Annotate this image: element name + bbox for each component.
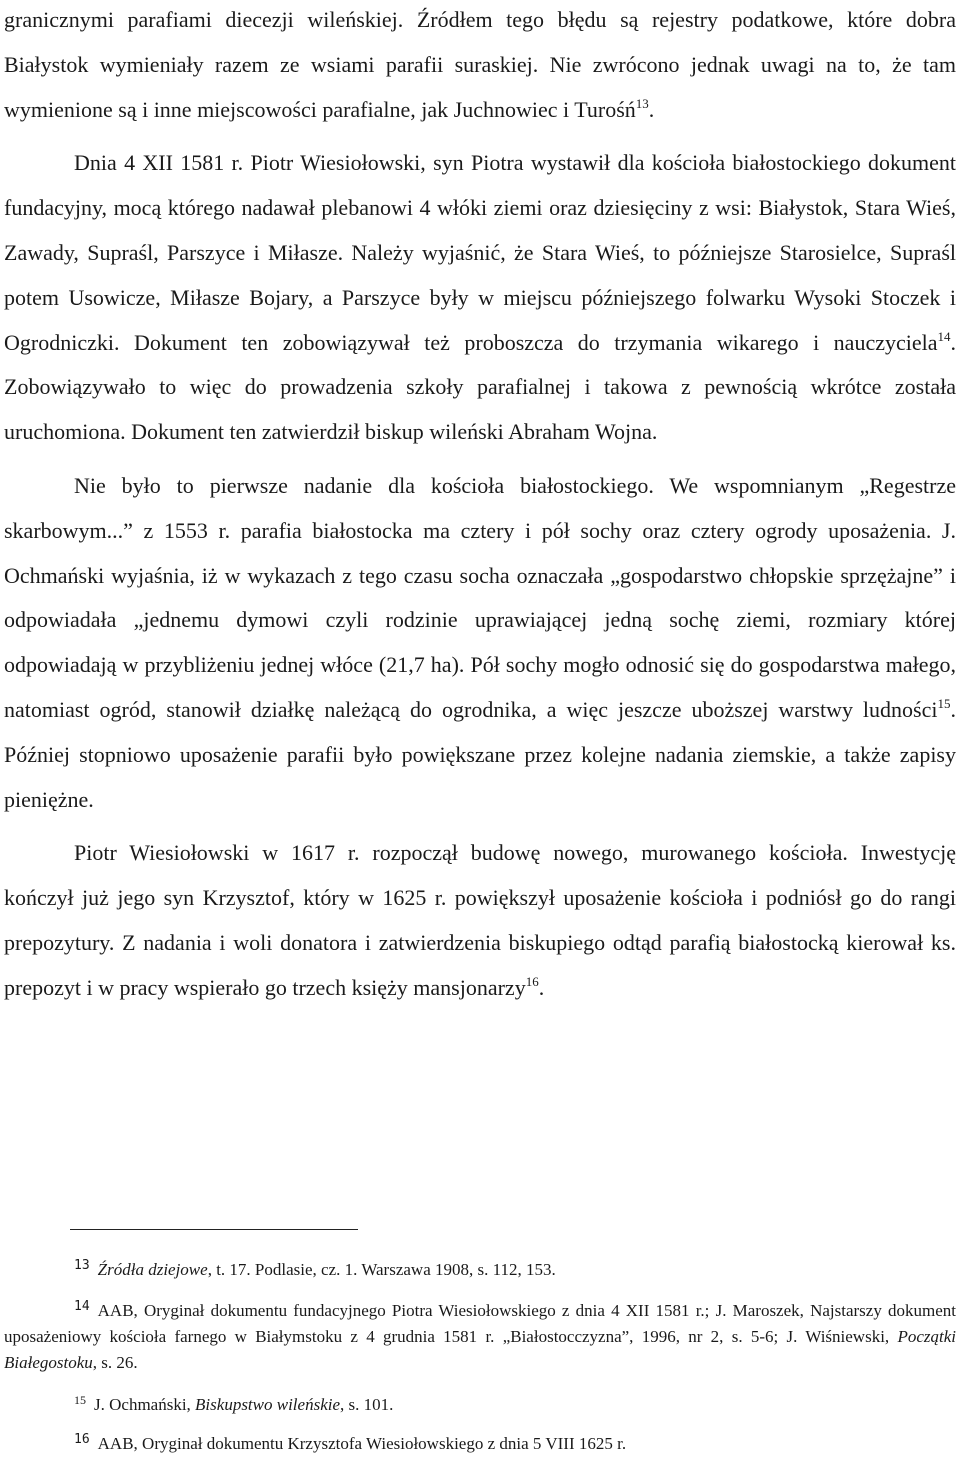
- paragraph-4: [4, 831, 956, 1010]
- footnotes: [4, 1253, 956, 1457]
- paragraph-2-end: . Zobowiązywało to więc do prowadzenia szkoły parafialnej i takowa z pewnością wkrótce została uruchomiona. Dokument ten zatwierdził biskup wileński Abraham Wojna.: [4, 329, 956, 445]
- footnote-15: [4, 1387, 956, 1418]
- paragraph-1: [4, 0, 956, 132]
- footnote-15-end: , s. 101.: [340, 1395, 394, 1414]
- footnote-14-text: AAB, Oryginał dokumentu fundacyjnego Piotra Wiesiołowskiego z dnia 4 XII 1581 r.; J. Maroszek, Najstarszy dokument uposażeniowy kościoła farnego w Białymstoku z 4 grudnia 1581 r. „Białostocczyzna”, 1996, nr 2, s. 5-6; J. Wiśniewski,: [4, 1301, 956, 1346]
- paragraph-3-text: Nie było to pierwsze nadanie dla kościoła białostockiego. We wspomnianym „Regestrze skarbowym...” z 1553 r. parafia białostocka ma cztery i pół sochy oraz cztery ogrody uposażenia. J. Ochmański wyjaśnia, iż w wykazach z tego czasu socha oznaczała „gospodarstwo chłopskie sprzężajne” i odpowiadała „jednemu dymowi czyli rodzinie uprawiającej jedną sochę ziemi, rozmiary której odpowiadają w przybliżeniu jednej włóce (21,7 ha). Pół sochy mogło odnosić się do gospodarstwa małego, natomiast ogród, stanowił działkę należącą do ogrodnika, a więc jeszcze uboższej warstwy ludności: [4, 472, 956, 722]
- paragraph-3-indent: [4, 473, 74, 498]
- paragraph-4-text: Piotr Wiesiołowski w 1617 r. rozpoczął budowę nowego, murowanego kościoła. Inwestycję kończył już jego syn Krzysztof, który w 1625 r. powiększył uposażenie kościoła i podniósł go do rangi prepozytury. Z nadania i woli donatora i zatwierdzenia biskupiego odtąd parafią białostocką kierował ks. prepozyt i w pracy wspierało go trzech księży mansjonarzy: [4, 840, 956, 1000]
- paragraph-4-indent: [4, 840, 74, 865]
- footnote-13-text: , t. 17. Podlasie, cz. 1. Warszawa 1908, s. 112, 153.: [207, 1260, 556, 1279]
- document-page: [4, 0, 956, 1011]
- paragraph-2-indent: [4, 150, 74, 175]
- paragraph-1-text: granicznymi parafiami diecezji wileńskiej. Źródłem tego błędu są rejestry podatkowe, które dobra Białystok wymieniały razem ze wsiami parafii suraskiej. Nie zwrócono jednak uwagi na to, że tam wymienione są i inne miejscowości parafialne, jak Juchnowiec i Turośń: [4, 7, 956, 122]
- footnote-16: [4, 1427, 956, 1457]
- footnote-number: 13: [74, 1258, 90, 1273]
- footnote-16-text: AAB, Oryginał dokumentu Krzysztofa Wiesiołowskiego z dnia 5 VIII 1625 r.: [97, 1434, 627, 1453]
- footnote-14-title: Początki Białegostoku: [4, 1327, 956, 1372]
- footnote-number: 16: [74, 1432, 90, 1447]
- paragraph-2-text: Dnia 4 XII 1581 r. Piotr Wiesiołowski, syn Piotra wystawił dla kościoła białostockiego dokument fundacyjny, mocą którego nadawał plebanowi 4 włóki ziemi oraz dziesięciny z wsi: Białystok, Stara Wieś, Zawady, Supraśl, Parszyce i Miłasze. Należy wyjaśnić, że Stara Wieś, to późniejsze Starosielce, Supraśl potem Usowicze, Miłasze Bojary, a Parszyce były w miejscu późniejszego folwarku Wysoki Stoczek i Ogrodniczki. Dokument ten zobowiązywał też proboszcza do trzymania wikarego i nauczyciela: [4, 150, 956, 355]
- paragraph-1-end: .: [648, 96, 655, 122]
- footnote-ref-16: 16: [525, 973, 539, 989]
- paragraph-4-end: .: [538, 974, 545, 1000]
- footnote-13-title: Źródła dziejowe: [97, 1260, 208, 1279]
- footnote-ref-13: 13: [635, 95, 649, 111]
- footnote-15-text: J. Ochmański,: [94, 1395, 196, 1414]
- footnote-number: 15: [74, 1393, 86, 1407]
- main-text: [4, 0, 956, 1011]
- paragraph-3: [4, 464, 956, 822]
- footnote-14: [4, 1294, 956, 1376]
- footnote-ref-14: 14: [937, 328, 951, 344]
- footnote-ref-15: 15: [937, 695, 951, 711]
- footnote-separator: [70, 1229, 358, 1230]
- footnote-13: [4, 1253, 956, 1283]
- paragraph-3-end: . Później stopniowo uposażenie parafii było powiększane przez kolejne nadania ziemskie, a także zapisy pieniężne.: [4, 696, 956, 812]
- footnote-number: 14: [74, 1299, 90, 1314]
- paragraph-2: [4, 141, 956, 455]
- footnote-14-end: , s. 26.: [92, 1353, 138, 1372]
- footnote-15-title: Biskupstwo wileńskie: [195, 1395, 341, 1414]
